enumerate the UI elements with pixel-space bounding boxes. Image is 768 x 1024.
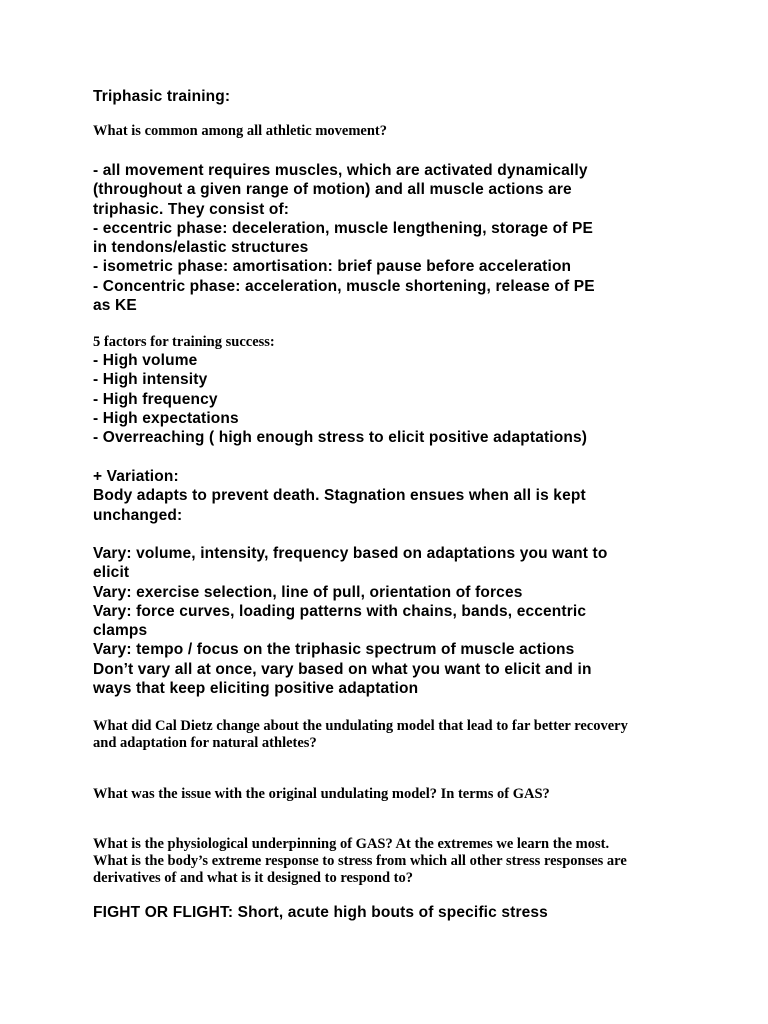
list-item: - High expectations (93, 409, 239, 427)
factors-list (93, 351, 587, 447)
text-line: - Concentric phase: acceleration, muscle shortening, release of PE (93, 277, 595, 295)
list-item: - High frequency (93, 390, 218, 408)
text-line: in tendons/elastic structures (93, 239, 309, 257)
question-gas (93, 836, 627, 887)
text-line: - isometric phase: amortisation: brief pause before acceleration (93, 258, 572, 276)
list-item: - High volume (93, 352, 198, 369)
text-line: What is the physiological underpinning of GAS? At the extremes we learn the most. (93, 836, 610, 852)
text-line: (throughout a given range of motion) and all muscle actions are (93, 181, 572, 199)
text-line: Vary: volume, intensity, frequency based on adaptations you want to (93, 545, 608, 562)
question-cal-dietz (93, 718, 628, 752)
text-line: and adaptation for natural athletes? (93, 735, 317, 751)
text-line: derivatives of and what is it designed to respond to? (93, 870, 413, 886)
text-line: What is the body’s extreme response to stress from which all other stress responses are (93, 853, 627, 869)
text-line: elicit (93, 564, 130, 582)
text-line: Don’t vary all at once, vary based on what you want to elicit and in (93, 660, 592, 678)
text-line: clamps (93, 622, 148, 640)
variation-heading: + Variation: (93, 468, 179, 485)
movement-paragraph (93, 161, 595, 315)
text-line: unchanged: (93, 506, 183, 524)
text-line: ways that keep eliciting positive adaptation (93, 680, 419, 698)
text-line: as KE (93, 297, 137, 315)
document-title: Triphasic training: (93, 88, 231, 105)
list-item: - High intensity (93, 371, 208, 389)
list-item: - Overreaching ( high enough stress to elicit positive adaptations) (93, 429, 588, 447)
text-line: - eccentric phase: deceleration, muscle lengthening, storage of PE (93, 219, 594, 237)
text-line: Body adapts to prevent death. Stagnation ensues when all is kept (93, 487, 586, 505)
text-line: Vary: tempo / focus on the triphasic spectrum of muscle actions (93, 641, 575, 659)
text-line: Vary: exercise selection, line of pull, orientation of forces (93, 583, 523, 601)
text-line: triphasic. They consist of: (93, 200, 290, 218)
text-line: Vary: force curves, loading patterns with chains, bands, eccentric (93, 602, 587, 620)
factors-heading: 5 factors for training success: (93, 334, 275, 350)
variation-paragraph (93, 467, 586, 525)
fight-or-flight-answer: FIGHT OR FLIGHT: Short, acute high bouts of specific stress (93, 904, 548, 921)
vary-list (93, 544, 607, 698)
question-undulating-issue: What was the issue with the original undulating model? In terms of GAS? (93, 786, 550, 802)
text-line: What did Cal Dietz change about the undulating model that lead to far better recovery (93, 718, 628, 734)
question-common-movement: What is common among all athletic movement? (93, 123, 387, 139)
text-line: - all movement requires muscles, which are activated dynamically (93, 162, 588, 179)
